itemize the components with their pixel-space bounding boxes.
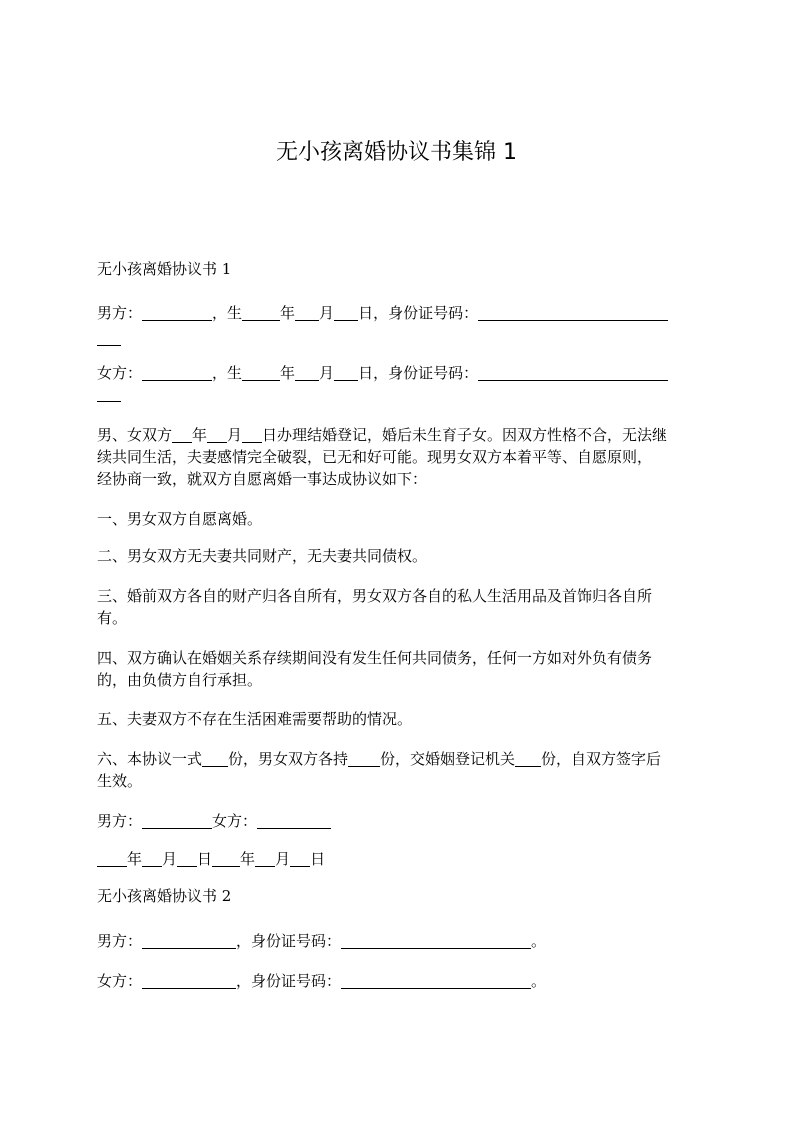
birth-year-blank xyxy=(242,304,280,321)
s2-female-name-blank xyxy=(142,972,236,989)
item6-b: 份，男女双方各持 xyxy=(228,750,349,768)
female-id-blank xyxy=(478,364,668,381)
section2-heading: 无小孩离婚协议书 2 xyxy=(97,887,232,905)
s2-id-label: ，身份证号码： xyxy=(236,932,342,950)
month-label: 月 xyxy=(319,364,335,382)
item-4-line1: 四、双方确认在婚姻关系存续期间没有发生任何共同债务，任何一方如对外负有债务 xyxy=(97,649,653,667)
para-prefix: 男、女双方 xyxy=(97,426,173,444)
birth-month-blank xyxy=(295,304,319,321)
date1-day-blank xyxy=(177,850,197,867)
sign-male-blank xyxy=(142,812,212,829)
day-id-label: 日，身份证号码： xyxy=(358,364,479,382)
day-id-label: 日，身份证号码： xyxy=(358,304,479,322)
birth-day-blank xyxy=(334,304,358,321)
female-label: 女方： xyxy=(97,364,143,382)
male-label: 男方： xyxy=(97,304,143,322)
copies-office-blank xyxy=(515,750,541,767)
marriage-month-blank xyxy=(207,426,227,443)
date1-month-blank xyxy=(142,850,162,867)
male-id-blank-wrap xyxy=(97,344,121,346)
birth-year-blank xyxy=(242,364,280,381)
s2-female-line xyxy=(97,968,697,994)
date-month: 月 xyxy=(162,850,178,868)
item-1: 一、男女双方自愿离婚。 xyxy=(97,510,263,528)
copies-each-blank xyxy=(348,750,380,767)
year-label: 年 xyxy=(280,304,296,322)
month-label: 月 xyxy=(319,304,335,322)
item-3-line1: 三、婚前双方各自的财产归各自所有，男女双方各自的私人生活用品及首饰归各自所 xyxy=(97,587,653,605)
item-3-line2: 有。 xyxy=(97,609,128,627)
item6-d: 份，自双方签字后 xyxy=(541,750,662,768)
year-label: 年 xyxy=(192,426,208,444)
birth-day-blank xyxy=(334,364,358,381)
marriage-day-blank xyxy=(242,426,262,443)
date-month: 月 xyxy=(275,850,291,868)
date-line xyxy=(97,846,697,872)
date2-year-blank xyxy=(212,850,240,867)
sign-male-label: 男方： xyxy=(97,812,143,830)
year-label: 年 xyxy=(280,364,296,382)
date-year: 年 xyxy=(127,850,143,868)
item6-c: 份，交婚姻登记机关 xyxy=(380,750,516,768)
sign-female-label: 女方： xyxy=(212,812,258,830)
s2-male-id-blank xyxy=(341,932,531,949)
item-5: 五、夫妻双方不存在生活困难需要帮助的情况。 xyxy=(97,710,413,728)
male-info-line xyxy=(97,300,697,326)
document-title: 无小孩离婚协议书集锦 1 xyxy=(276,140,517,165)
s2-female-id-blank xyxy=(341,972,531,989)
male-id-blank xyxy=(478,304,668,321)
sign-female-blank xyxy=(257,812,331,829)
section1-heading: 无小孩离婚协议书 1 xyxy=(97,260,232,278)
month-label: 月 xyxy=(227,426,243,444)
date-day: 日 xyxy=(310,850,326,868)
s2-male-line xyxy=(97,928,697,954)
paragraph-marriage-line2: 续共同生活，夫妻感情完全破裂，已无和好可能。现男女双方本着平等、自愿原则， xyxy=(97,448,653,466)
female-id-blank-wrap xyxy=(97,400,121,402)
date2-day-blank xyxy=(290,850,310,867)
female-info-line xyxy=(97,360,697,386)
male-name-blank xyxy=(142,304,212,321)
copies-total-blank xyxy=(202,750,228,767)
item-2: 二、男女双方无夫妻共同财产，无夫妻共同债权。 xyxy=(97,547,428,565)
birth-prefix: ，生 xyxy=(212,364,243,382)
date-day: 日 xyxy=(197,850,213,868)
date-year: 年 xyxy=(240,850,256,868)
date2-month-blank xyxy=(255,850,275,867)
item6-a: 六、本协议一式 xyxy=(97,750,203,768)
birth-prefix: ，生 xyxy=(212,304,243,322)
para-text: 日办理结婚登记，婚后未生育子女。因双方性格不合，无法继 xyxy=(262,426,668,444)
female-name-blank xyxy=(142,364,212,381)
item-4-line2: 的，由负债方自行承担。 xyxy=(97,671,263,689)
signature-line xyxy=(97,808,697,834)
s2-end: 。 xyxy=(531,972,547,990)
s2-male-label: 男方： xyxy=(97,932,143,950)
birth-month-blank xyxy=(295,364,319,381)
s2-female-label: 女方： xyxy=(97,972,143,990)
s2-end: 。 xyxy=(531,932,547,950)
item-6-line2: 生效。 xyxy=(97,772,143,790)
s2-id-label: ，身份证号码： xyxy=(236,972,342,990)
marriage-year-blank xyxy=(172,426,192,443)
date1-year-blank xyxy=(97,850,127,867)
paragraph-marriage-line3: 经协商一致，就双方自愿离婚一事达成协议如下： xyxy=(97,470,428,488)
s2-male-name-blank xyxy=(142,932,236,949)
